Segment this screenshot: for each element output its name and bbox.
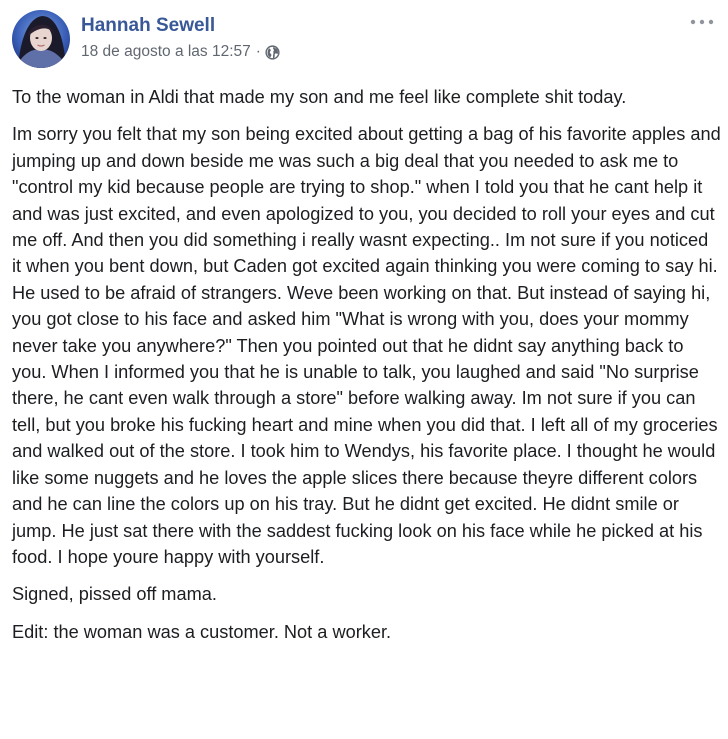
post-paragraph: Edit: the woman was a customer. Not a worker. <box>12 621 392 642</box>
more-options-icon[interactable] <box>688 14 716 30</box>
meta-separator: · <box>255 43 261 60</box>
post-body <box>12 84 722 656</box>
avatar[interactable] <box>12 10 70 68</box>
post-paragraph: Signed, pissed off mama. <box>12 584 217 605</box>
post-meta <box>81 43 280 61</box>
post-paragraph: Im sorry you felt that my son being excited about getting a bag of his favorite apples and jumping up and down beside me was such a big deal that you needed to ask me to "control my kid because people are trying to shop." when I told you that he cant help it and was just excited, and even apologized to you, you decided to roll your eyes and cut me off. And then you did something i really wasnt expecting.. Im not sure if you noticed it when you bent down, but Caden got excited again thinking you were coming to say hi. He used to be afraid of strangers. Weve been working on that. But instead of saying hi, you got close to his face and asked him "What is wrong with you, does your mommy never take you anywhere?" Then you pointed out that he didnt say anything back to you. When I informed you that he is unable to talk, you laughed and said "No surprise there, he cant even walk through a store" before walking away. Im not sure if you can tell, but you broke his fucking heart and mine when you did that. I left all of my groceries and walked out of the store. I took him to Wendys, his favorite place. I thought he would like some nuggets and he loves the apple slices there because theyre different colors and he can line the colors up on his tray. But he didnt get excited. He didnt smile or jump. He just sat there with the saddest fucking look on his face while he picked at his food. I hope youre happy with yourself. <box>12 124 721 567</box>
post-paragraph: To the woman in Aldi that made my son and me feel like complete shit today. <box>12 87 627 107</box>
timestamp-link[interactable]: 18 de agosto a las 12:57 <box>81 43 251 60</box>
avatar-image <box>12 10 70 68</box>
globe-icon[interactable] <box>265 45 280 60</box>
author-name-link[interactable]: Hannah Sewell <box>81 15 216 36</box>
post-header <box>12 10 716 70</box>
